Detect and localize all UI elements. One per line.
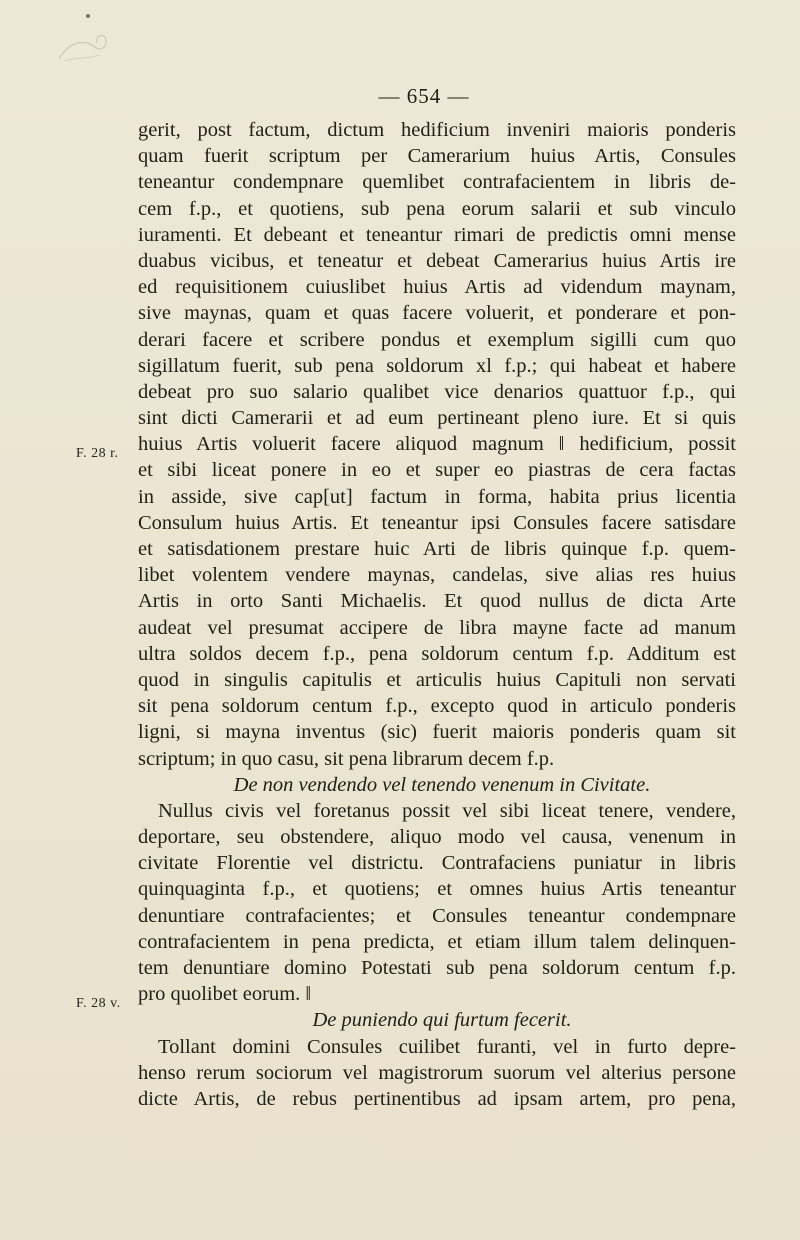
text-line: iuramenti. Et debeant et teneantur rimari de predictis omni mense [138,223,736,246]
text-line: sigillatum fuerit, sub pena soldorum xl f.p.; qui habeat et habere [138,354,736,377]
faint-stamp-mark [55,33,115,67]
text-line: libet volentem vendere maynas, candelas, sive alias res huius [138,564,736,587]
text-line: audeat vel presumat accipere de libra mayne facte ad manum [138,616,736,639]
text-line: sive maynas, quam et quas facere voluerit, et ponderare et pon- [138,302,736,325]
text-line: sit pena soldorum centum f.p., excepto quod in articulo ponderis [138,695,736,718]
text-line: sint dicti Camerarii et ad eum pertineant pleno iure. Et si quis [138,407,736,430]
text-line: quinquaginta f.p., et quotiens; et omnes huius Artis teneantur [138,878,736,901]
text-line: ultra soldos decem f.p., pena soldorum centum f.p. Additum est [138,642,736,665]
ink-spot [86,14,90,18]
text-line: et satisdationem prestare huic Arti de libris quinque f.p. quem- [138,538,736,560]
text-line: dicte Artis, de rebus pertinentibus ad ipsam artem, pro pena, [138,1087,736,1110]
section-heading: De non vendendo vel tenendo venenum in Civitate. [233,773,651,796]
text-line: deportare, seu obstendere, aliquo modo vel causa, venenum in [138,826,736,849]
text-line: in asside, sive cap[ut] factum in forma, habita prius licentia [138,485,736,508]
body-text [138,117,736,1112]
text-line: contrafacientem in pena predicta, et etiam illum talem delinquen- [138,930,736,953]
text-line: quam fuerit scriptum per Camerarium huius Artis, Consules [138,145,736,168]
text-line: tem denuntiare domino Potestati sub pena soldorum centum f.p. [138,957,736,979]
text-line: duabus vicibus, et teneatur et debeat Camerarius huius Artis ire [138,249,736,272]
section-heading: De puniendo qui furtum fecerit. [312,1009,572,1032]
text-line: cem f.p., et quotiens, sub pena eorum salarii et sub vinculo [138,197,736,220]
text-line: derari facere et scribere pondus et exemplum sigilli cum quo [138,328,736,351]
text-line: debeat pro suo salario qualibet vice denarios quattuor f.p., qui [138,380,736,403]
margin-folio-note: F. 28 v. [76,996,121,1011]
text-line: Tollant domini Consules cuilibet furanti, vel in furto depre- [158,1035,736,1058]
text-line: pro quolibet eorum. ‖ [138,983,312,1006]
margin-folio-note: F. 28 r. [76,446,119,461]
text-line: Consulum huius Artis. Et teneantur ipsi Consules facere satisdare [138,511,736,534]
text-line: ed requisitionem cuiuslibet huius Artis ad videndum maynam, [138,276,736,299]
text-line: gerit, post factum, dictum hedificium inveniri maioris ponderis [138,119,736,141]
text-line: ligni, si mayna inventus (sic) fuerit maioris ponderis quam sit [138,721,736,744]
text-line: Artis in orto Santi Michaelis. Et quod nullus de dicta Arte [138,590,736,613]
text-line: quod in singulis capitulis et articulis huius Capituli non servati [138,668,736,691]
text-line: henso rerum sociorum vel magistrorum suorum vel alterius persone [138,1061,736,1084]
text-line: teneantur condempnare quemlibet contrafacientem in libris de- [138,171,736,194]
page-number: — 654 — [378,84,470,108]
text-line: et sibi liceat ponere in eo et super eo piastras de cera factas [138,459,736,482]
text-line: civitate Florentie vel districtu. Contrafaciens puniatur in libris [138,852,736,875]
text-line: huius Artis voluerit facere aliquod magnum ‖ hedificium, possit [138,433,736,456]
text-line: scriptum; in quo casu, sit pena librarum decem f.p. [138,747,555,770]
text-line: denuntiare contrafacientes; et Consules teneantur condempnare [138,904,736,927]
text-line: Nullus civis vel foretanus possit vel sibi liceat tenere, vendere, [158,799,736,822]
